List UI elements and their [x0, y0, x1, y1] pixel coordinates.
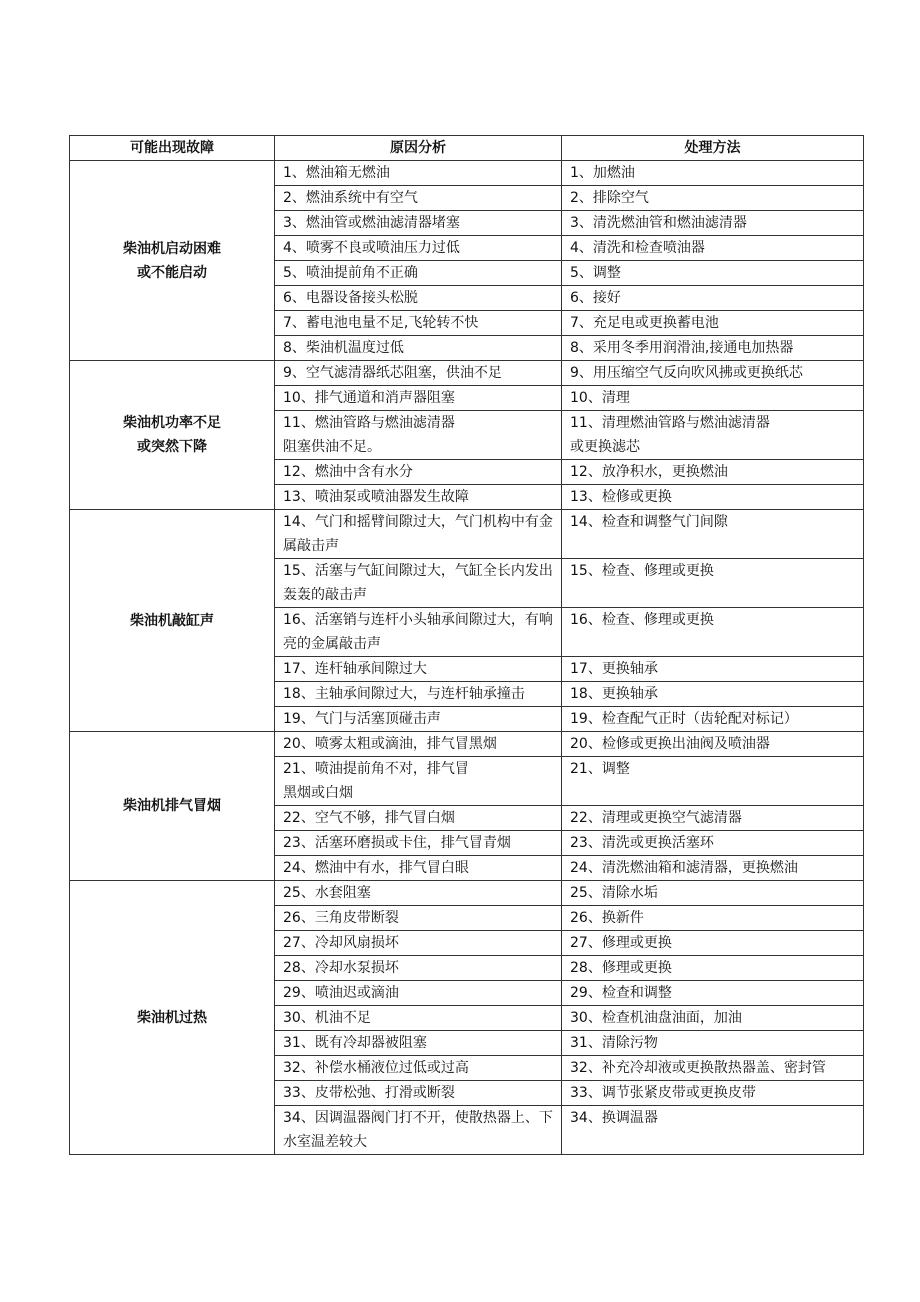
header-row — [70, 136, 864, 161]
cause-cell: 30、机油不足 — [275, 1006, 562, 1031]
remedy-cell: 16、检查、修理或更换 — [562, 608, 864, 657]
remedy-cell: 4、清洗和检查喷油器 — [562, 236, 864, 261]
remedy-cell: 1、加燃油 — [562, 161, 864, 186]
remedy-cell: 31、清除污物 — [562, 1031, 864, 1056]
remedy-cell: 12、放净积水，更换燃油 — [562, 460, 864, 485]
cause-cell: 32、补偿水桶液位过低或过高 — [275, 1056, 562, 1081]
remedy-cell: 21、调整 — [562, 757, 864, 806]
remedy-cell: 24、清洗燃油箱和滤清器，更换燃油 — [562, 856, 864, 881]
cause-cell: 34、因调温器阀门打不开，使散热器上、下水室温差较大 — [275, 1106, 562, 1155]
table-body — [70, 161, 864, 1155]
cause-cell: 16、活塞销与连杆小头轴承间隙过大，有响亮的金属敲击声 — [275, 608, 562, 657]
cause-cell: 24、燃油中有水，排气冒白眼 — [275, 856, 562, 881]
cause-cell: 18、主轴承间隙过大，与连杆轴承撞击 — [275, 682, 562, 707]
cause-cell: 17、连杆轴承间隙过大 — [275, 657, 562, 682]
remedy-cell: 29、检查和调整 — [562, 981, 864, 1006]
cause-cell: 33、皮带松弛、打滑或断裂 — [275, 1081, 562, 1106]
table-row — [70, 510, 864, 559]
cause-cell: 4、喷雾不良或喷油压力过低 — [275, 236, 562, 261]
remedy-cell: 25、清除水垢 — [562, 881, 864, 906]
remedy-cell: 3、清洗燃油管和燃油滤清器 — [562, 211, 864, 236]
table-row — [70, 881, 864, 906]
cause-cell: 31、既有冷却器被阻塞 — [275, 1031, 562, 1056]
fault-category-cell: 柴油机启动困难 或不能启动 — [70, 161, 275, 361]
remedy-cell: 5、调整 — [562, 261, 864, 286]
fault-category-cell: 柴油机过热 — [70, 881, 275, 1155]
remedy-cell: 32、补充冷却液或更换散热器盖、密封管 — [562, 1056, 864, 1081]
fault-category-cell: 柴油机排气冒烟 — [70, 732, 275, 881]
cause-cell: 29、喷油迟或滴油 — [275, 981, 562, 1006]
cause-cell: 25、水套阻塞 — [275, 881, 562, 906]
remedy-cell: 30、检查机油盘油面，加油 — [562, 1006, 864, 1031]
table-row — [70, 361, 864, 386]
cause-cell: 8、柴油机温度过低 — [275, 336, 562, 361]
remedy-cell: 2、排除空气 — [562, 186, 864, 211]
cause-cell: 10、排气通道和消声器阻塞 — [275, 386, 562, 411]
cause-cell: 21、喷油提前角不对，排气冒 黑烟或白烟 — [275, 757, 562, 806]
table-header — [70, 136, 864, 161]
table-row — [70, 161, 864, 186]
remedy-cell: 13、检修或更换 — [562, 485, 864, 510]
remedy-cell: 34、换调温器 — [562, 1106, 864, 1155]
cause-cell: 5、喷油提前角不正确 — [275, 261, 562, 286]
remedy-cell: 23、清洗或更换活塞环 — [562, 831, 864, 856]
cause-cell: 13、喷油泵或喷油器发生故障 — [275, 485, 562, 510]
table-row — [70, 732, 864, 757]
cause-cell: 3、燃油管或燃油滤清器堵塞 — [275, 211, 562, 236]
cause-cell: 15、活塞与气缸间隙过大，气缸全长内发出轰轰的敲击声 — [275, 559, 562, 608]
remedy-cell: 18、更换轴承 — [562, 682, 864, 707]
remedy-cell: 22、清理或更换空气滤清器 — [562, 806, 864, 831]
header-cause: 原因分析 — [275, 136, 562, 161]
cause-cell: 27、冷却风扇损坏 — [275, 931, 562, 956]
remedy-cell: 9、用压缩空气反向吹风拂或更换纸芯 — [562, 361, 864, 386]
cause-cell: 9、空气滤清器纸芯阻塞，供油不足 — [275, 361, 562, 386]
remedy-cell: 7、充足电或更换蓄电池 — [562, 311, 864, 336]
cause-cell: 2、燃油系统中有空气 — [275, 186, 562, 211]
cause-cell: 14、气门和摇臂间隙过大，气门机构中有金属敲击声 — [275, 510, 562, 559]
remedy-cell: 33、调节张紧皮带或更换皮带 — [562, 1081, 864, 1106]
cause-cell: 7、蓄电池电量不足,飞轮转不快 — [275, 311, 562, 336]
remedy-cell: 27、修理或更换 — [562, 931, 864, 956]
header-fault: 可能出现故障 — [70, 136, 275, 161]
cause-cell: 20、喷雾太粗或滴油，排气冒黑烟 — [275, 732, 562, 757]
fault-category-cell: 柴油机功率不足 或突然下降 — [70, 361, 275, 510]
cause-cell: 11、燃油管路与燃油滤清器 阻塞供油不足。 — [275, 411, 562, 460]
cause-cell: 6、电器设备接头松脱 — [275, 286, 562, 311]
cause-cell: 28、冷却水泵损坏 — [275, 956, 562, 981]
fault-category-cell: 柴油机敲缸声 — [70, 510, 275, 732]
remedy-cell: 15、检查、修理或更换 — [562, 559, 864, 608]
remedy-cell: 17、更换轴承 — [562, 657, 864, 682]
remedy-cell: 28、修理或更换 — [562, 956, 864, 981]
remedy-cell: 8、采用冬季用润滑油,接通电加热器 — [562, 336, 864, 361]
remedy-cell: 14、检查和调整气门间隙 — [562, 510, 864, 559]
remedy-cell: 11、清理燃油管路与燃油滤清器 或更换滤芯 — [562, 411, 864, 460]
troubleshooting-table — [69, 135, 864, 1155]
cause-cell: 26、三角皮带断裂 — [275, 906, 562, 931]
cause-cell: 22、空气不够，排气冒白烟 — [275, 806, 562, 831]
cause-cell: 1、燃油箱无燃油 — [275, 161, 562, 186]
cause-cell: 19、气门与活塞顶碰击声 — [275, 707, 562, 732]
cause-cell: 12、燃油中含有水分 — [275, 460, 562, 485]
remedy-cell: 26、换新件 — [562, 906, 864, 931]
header-remedy: 处理方法 — [562, 136, 864, 161]
remedy-cell: 20、检修或更换出油阀及喷油器 — [562, 732, 864, 757]
remedy-cell: 10、清理 — [562, 386, 864, 411]
remedy-cell: 19、检查配气正时（齿轮配对标记） — [562, 707, 864, 732]
remedy-cell: 6、接好 — [562, 286, 864, 311]
cause-cell: 23、活塞环磨损或卡住，排气冒青烟 — [275, 831, 562, 856]
